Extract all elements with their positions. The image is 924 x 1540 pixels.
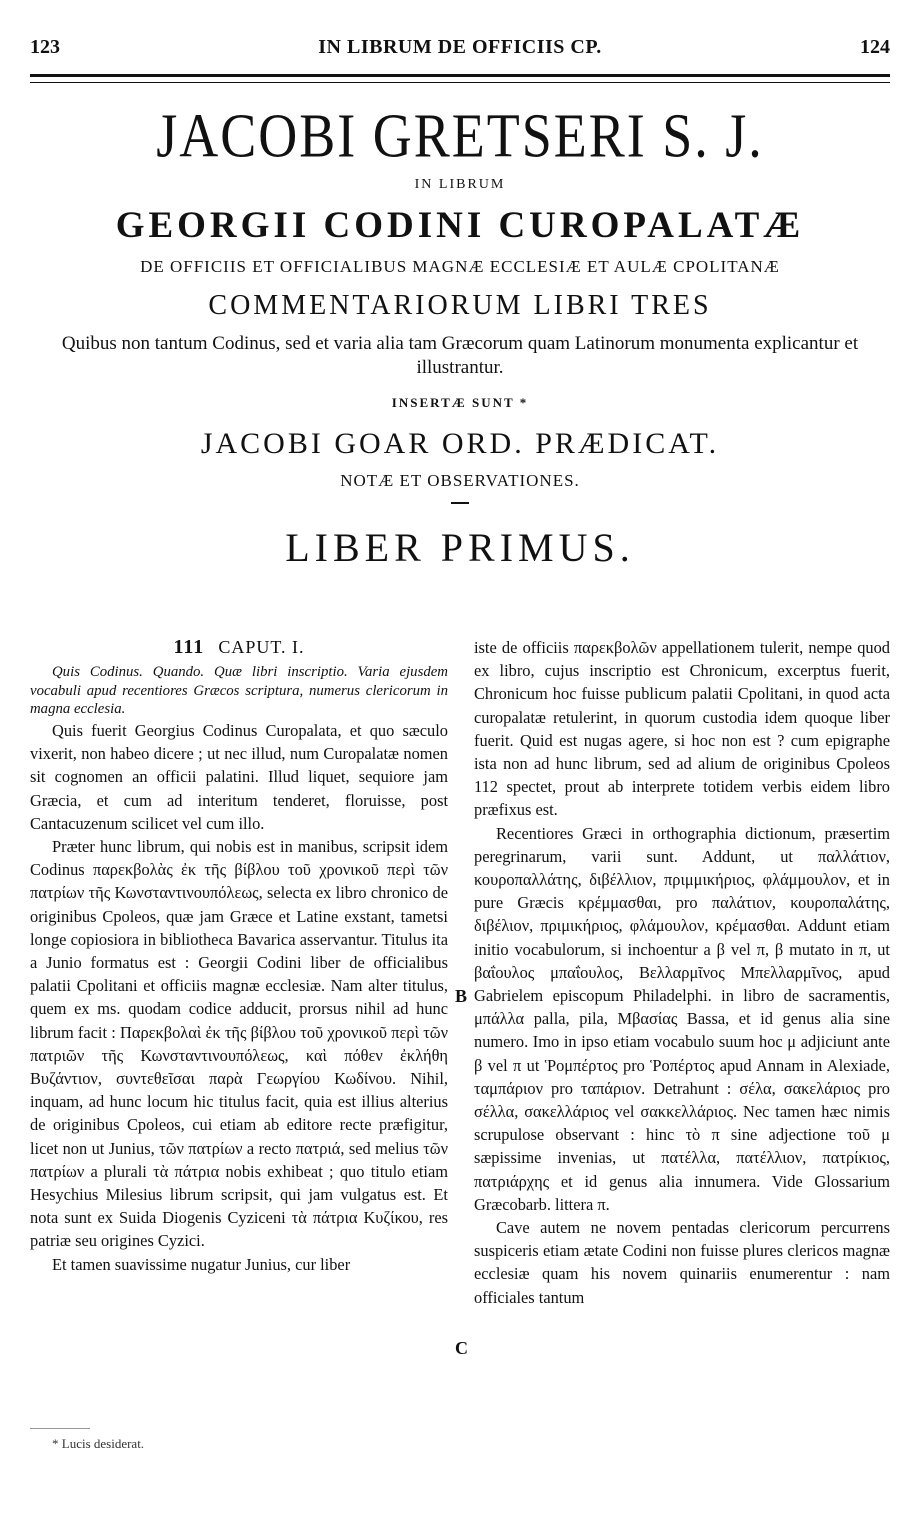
left-paragraph-2: Præter hunc librum, qui nobis est in manibus, scripsit idem Codinus παρεκβολὰς ἐκ τῆς βίβλου τοῦ χρονικοῦ περὶ τῶν πατρίων τῆς Κωνσταντινουπόλεως, selecta ex libro chronico de originibus Cpoleos, quæ jam Græce et Latine exstant, tametsi longe copiosiora in bibliotheca Bavarica asservantur. Titulus ita a Junio formatus est : Georgii Codini liber de officialibus palatii Cpolitani et officiis magnæ ecclesiæ. Nam alter titulus, quem ex ms. quodam codice adducit, prorsus nihil ad hunc librum facit : Παρεκβολαὶ ἐκ τῆς βίβλου τοῦ χρονικοῦ περὶ τῶν πατριῶν τῆς Κωνσταντινουπόλεως, καὶ πόθεν ἐκλήθη Βυζάντιον, συντεθεῖσαι παρὰ Γεωργίου Κωδίνου. Nihil, inquam, ad hunc locum hic titulus facit, quia est illius alterius de originibus Cpoleos, cui etiam ab editore recte præfigitur, licet non ut Junius, τῶν πατρίων a recto πατριά, sed melius τῶν πατρίων a plurali τὰ πάτρια nobis exhibeat ; quo titulo etiam Hesychius Milesius librum scripsit, qui jam vulgatus est. Et nota sunt ex Suida Diogenis Cyziceni τὰ πάτρια Κυζίκου, res patriæ seu origines Cyzici. (30, 837, 448, 1251)
margin-letter-c: C (455, 1338, 468, 1358)
chapter-heading (30, 636, 448, 659)
commentariorum-line: COMMENTARIORUM LIBRI TRES (208, 290, 712, 321)
header-rule-thick (30, 74, 890, 77)
chapter-summary: Quis Codinus. Quando. Quæ libri inscriptio. Varia ejusdem vocabuli apud recentiores Græcos scriptura, numerus clericorum in magna ecclesia. (30, 664, 448, 718)
chapter-column-number: 111 (173, 636, 205, 658)
title-dash (451, 502, 469, 504)
insertae-line: INSERTÆ SUNT * (391, 395, 529, 410)
author-title: JACOBI GRETSERI S. J. (156, 101, 764, 171)
chapter-label: CAPUT. I. (218, 637, 305, 657)
footnote-rule (30, 1428, 90, 1429)
right-paragraph-1: iste de officiis παρεκβολῶν appellationem tulerit, nempe quod ex libro, cujus inscriptio est Chronicum, excerptus fuerit, Chronicum hoc fuisse publicum palatii Cpolitani, in quod acta curopalatæ retulerint, in quorum custodia idem quoque liber fuerit. Quid est nugas agere, si hoc non est ? cum epigraphe ista non ad hunc librum, sed ad alium de originibus Cpoleos 112 spectet, prout ab interprete totidem verbis eidem libro præfixus est. (474, 638, 890, 820)
page-number-left: 123 (30, 36, 60, 58)
running-title: IN LIBRUM DE OFFICIIS CP. (318, 36, 602, 58)
title-block (30, 100, 890, 574)
description-line: Quibus non tantum Codinus, sed et varia alia tam Græcorum quam Latinorum monumenta explicantur et illustrantur. (61, 333, 859, 378)
right-paragraph-3: Cave autem ne novem pentadas clericorum percurrens suspiceris etiam ætate Codini non fuisse plures clericos magnæ ecclesiæ quam his novem quinariis enumerentur : nam officiales tantum (474, 1218, 890, 1307)
subject-title: GEORGII CODINI CUROPALATÆ (115, 205, 805, 246)
notae-line: NOTÆ ET OBSERVATIONES. (340, 471, 580, 490)
de-officiis-line: DE OFFICIIS ET OFFICIALIBUS MAGNÆ ECCLESIÆ ET AULÆ CPOLITANÆ (140, 257, 780, 276)
liber-primus: LIBER PRIMUS. (285, 525, 635, 570)
left-paragraph-3: Et tamen suavissime nugatur Junius, cur liber (52, 1254, 351, 1274)
footnote: * Lucis desiderat. (52, 1436, 145, 1451)
page-number-right: 124 (860, 36, 890, 58)
right-paragraph-2: Recentiores Græci in orthographia dictionum, præsertim peregrinarum, varii sunt. Addunt, ut παλλάτιον, κουροπαλλάτης, διβέλλιον, πριμμικήριος, φλάμμουλον, et in pure Græcis κρέμμασθαι, pro παλάτιον, κουροπαλάτης, διβέλιον, πριμικήριος, φλάμουλον, κρέμασθαι. Addunt etiam initio vocabulorum, si inchoentur a β vel π, β mutato in π, ut βαΐουλος μπαΐουλος, Βελλαρμῖνος Μπελλαρμῖνος, apud Gabrielem episcopum Philadelphi. in libro de sacramentis, μπάλλα palla, pila, Μβασίας Bassa, et id genus alia sine numero. Imo in ipso etiam vocabulo suum hoc μ adjiciunt ante β vel π ut Ῥομπέρτος pro Ῥοπέρτος apud Annam in Alexiade, ταμπάριον pro ταπάριον. Detrahunt : σέλα, σακελάριος pro σέλλα, σακελλάριος vel σακκελλάριος. Nec tamen hæc nimis scrupulose observant : hinc τὸ π sine adjectione τοῦ μ sæpissime invenias, ut πατέλλα, πατέλλιον, πατρίκιος, πατριάρχης et id genus alia innumera. Vide Glossarium Græcobarb. littera π. (474, 823, 890, 1214)
header-rule-thin (30, 82, 890, 83)
in-librum: IN LIBRUM (414, 177, 506, 192)
left-paragraph-1: Quis fuerit Georgius Codinus Curopalata, et quo sæculo vixerit, non habeo dicere ; ut nec illud, num Curopalatæ nomen sit cognomen an officii palatini. Illud liquet, sequiore jam Græcia, et cum ad interitum tenderet, floruisse, post Cantacuzenum scilicet vel cum illo. (30, 720, 448, 833)
running-head (30, 36, 890, 66)
left-column (30, 636, 448, 1276)
right-column (474, 636, 890, 1309)
goar-title: JACOBI GOAR ORD. PRÆDICAT. (200, 427, 720, 460)
margin-letter-b: B (455, 986, 468, 1006)
